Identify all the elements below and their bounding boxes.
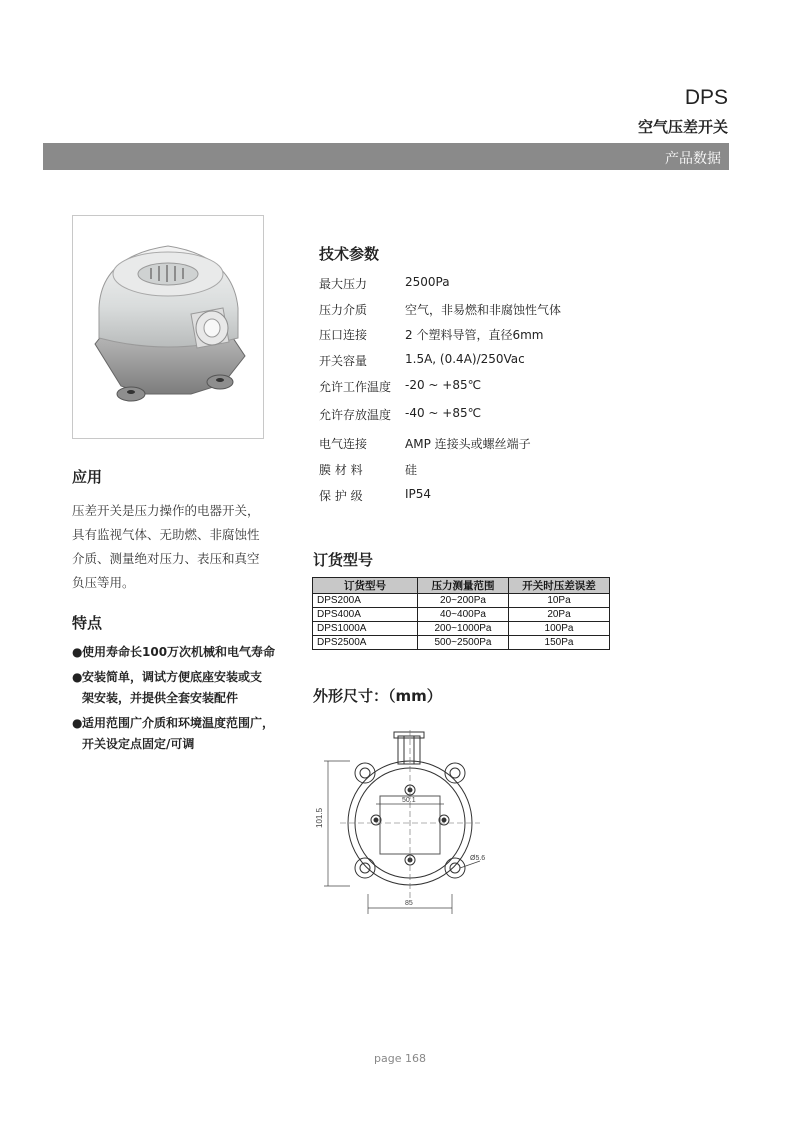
bullet-icon: ● <box>72 670 83 684</box>
product-name: 空气压差开关 <box>637 118 728 136</box>
features-heading: 特点 <box>72 614 103 632</box>
section-band <box>43 143 729 170</box>
feature-item-cont: 架安装，并提供全套安装配件 <box>82 691 239 705</box>
feature-item: ●安装简单，调试方便底座安装或支 <box>72 667 282 688</box>
spacing-dimension: 50.1 <box>402 797 416 804</box>
table-header-row <box>313 578 610 594</box>
bullet-icon: ● <box>72 645 83 659</box>
application-line: 介质、测量绝对压力、表压和真空 <box>72 551 260 566</box>
dimension-drawing-svg <box>310 728 510 928</box>
product-code: DPS <box>684 86 728 109</box>
dimensions-heading: 外形尺寸：（mm） <box>313 687 442 705</box>
page-number: page 168 <box>374 1052 426 1065</box>
width-dimension: 85 <box>405 900 413 907</box>
column-header: 开关时压差误差 <box>509 578 610 594</box>
height-dimension: 101.5 <box>315 807 324 828</box>
application-heading: 应用 <box>72 468 103 486</box>
band-label: 产品数据 <box>665 151 721 167</box>
application-text <box>72 499 272 595</box>
column-header: 订货型号 <box>313 578 418 594</box>
hole-dimension: Ø5.6 <box>470 855 486 862</box>
application-line: 压差开关是压力操作的电器开关， <box>72 503 260 518</box>
application-line: 具有监视气体、无助燃、非腐蚀性 <box>72 527 260 542</box>
product-photo <box>72 215 264 439</box>
feature-item-cont: 开关设定点固定/可调 <box>82 737 195 751</box>
feature-item: ●使用寿命长100万次机械和电气寿命 <box>72 642 282 663</box>
features-list <box>72 642 282 755</box>
feature-item: ●适用范围广介质和环境温度范围广， <box>72 713 282 734</box>
bullet-icon: ● <box>72 716 83 730</box>
dimension-drawing <box>310 728 510 928</box>
order-heading: 订货型号 <box>313 551 374 569</box>
column-header: 压力测量范围 <box>418 578 509 594</box>
order-table <box>312 577 610 650</box>
pressure-switch-image <box>73 216 263 438</box>
application-line: 负压等用。 <box>72 575 135 590</box>
table-row: DPS1000A 200~1000Pa 100Pa <box>313 622 610 636</box>
table-row: DPS2500A 500~2500Pa 150Pa <box>313 636 610 650</box>
table-row: DPS200A 20~200Pa 10Pa <box>313 594 610 608</box>
specs-heading: 技术参数 <box>319 245 380 263</box>
table-row: DPS400A 40~400Pa 20Pa <box>313 608 610 622</box>
